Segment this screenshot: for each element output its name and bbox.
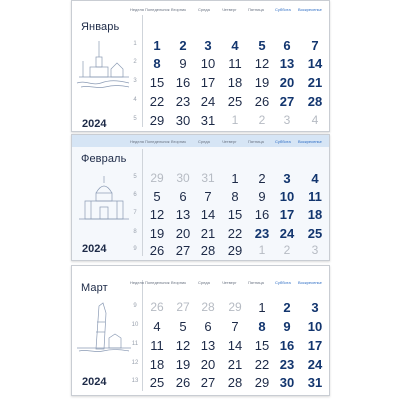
tower-sketch-illustration xyxy=(75,302,133,352)
day-cell: 26 xyxy=(254,94,270,109)
day-cell: 19 xyxy=(149,226,165,241)
day-header: Воскресенье xyxy=(298,139,322,144)
week-number-header: Неделя xyxy=(130,280,144,285)
month-sheet-february xyxy=(71,134,330,261)
day-header: Воскресенье xyxy=(298,280,322,285)
week-number: 1 xyxy=(133,41,137,47)
day-cell: 22 xyxy=(149,94,165,109)
day-cell: 12 xyxy=(175,338,191,353)
day-cell: 10 xyxy=(200,56,216,71)
day-cell: 30 xyxy=(176,171,190,185)
day-cell: 26 xyxy=(150,300,164,314)
week-number-header: Неделя xyxy=(130,7,144,12)
day-cell: 31 xyxy=(200,113,216,128)
month-side-panel xyxy=(72,1,148,131)
day-cell: 15 xyxy=(254,338,270,353)
day-cell: 5 xyxy=(179,319,187,334)
day-cell: 18 xyxy=(149,357,165,372)
day-cell: 6 xyxy=(204,319,212,334)
day-cell: 4 xyxy=(311,171,319,186)
day-cell: 10 xyxy=(307,319,323,334)
day-cell: 20 xyxy=(175,226,191,241)
day-cell: 27 xyxy=(175,243,191,258)
week-number: 4 xyxy=(133,97,137,103)
day-cell: 12 xyxy=(254,56,270,71)
day-cell: 28 xyxy=(200,243,216,258)
day-cell: 10 xyxy=(279,189,295,204)
day-cell: 2 xyxy=(283,300,291,315)
day-cell: 6 xyxy=(283,38,291,53)
week-number: 13 xyxy=(131,378,139,384)
day-header: Четверг xyxy=(222,139,237,144)
day-cell: 19 xyxy=(254,75,270,90)
day-cell: 13 xyxy=(200,338,216,353)
week-number: 9 xyxy=(133,303,137,309)
week-number: 5 xyxy=(133,174,137,180)
day-cell: 7 xyxy=(204,189,212,204)
day-cell: 9 xyxy=(283,319,291,334)
month-name: Февраль xyxy=(81,153,127,165)
day-cell: 2 xyxy=(258,171,266,186)
day-cell: 30 xyxy=(279,375,295,390)
day-cell: 27 xyxy=(176,300,190,314)
day-cell: 7 xyxy=(231,319,239,334)
day-cell: 14 xyxy=(227,338,243,353)
day-cell: 8 xyxy=(231,189,239,204)
week-number-header: Неделя xyxy=(130,139,144,144)
day-cell: 19 xyxy=(175,357,191,372)
day-cell: 27 xyxy=(200,375,216,390)
day-cell: 20 xyxy=(279,75,295,90)
day-cell: 15 xyxy=(227,207,243,222)
day-cell: 20 xyxy=(200,357,216,372)
day-header: Вторник xyxy=(171,139,186,144)
day-cell: 16 xyxy=(279,338,295,353)
month-side-panel xyxy=(72,266,148,395)
month-name: Март xyxy=(81,282,108,294)
day-cell: 5 xyxy=(153,189,161,204)
day-cell: 1 xyxy=(153,38,161,53)
day-cell: 1 xyxy=(258,243,266,257)
divider xyxy=(142,280,143,391)
day-cell: 3 xyxy=(311,243,319,257)
week-number: 12 xyxy=(131,360,139,366)
day-header: Среда xyxy=(198,280,210,285)
day-cell: 2 xyxy=(258,113,266,127)
week-number: 8 xyxy=(133,229,137,235)
day-cell: 14 xyxy=(307,56,323,71)
year-label: 2024 xyxy=(82,376,107,388)
day-cell: 22 xyxy=(254,357,270,372)
day-cell: 29 xyxy=(254,375,270,390)
day-header: Вторник xyxy=(171,280,186,285)
week-number: 5 xyxy=(133,116,137,122)
day-header: Среда xyxy=(198,7,210,12)
day-cell: 24 xyxy=(200,94,216,109)
day-cell: 7 xyxy=(311,38,319,53)
day-cell: 2 xyxy=(283,243,291,257)
month-sheet-march xyxy=(71,265,330,396)
day-cell: 11 xyxy=(228,56,242,71)
day-header: Пятница xyxy=(248,139,264,144)
day-cell: 9 xyxy=(258,189,266,204)
day-header: Суббота xyxy=(275,280,291,285)
day-cell: 23 xyxy=(175,94,191,109)
day-cell: 28 xyxy=(227,375,243,390)
day-cell: 16 xyxy=(254,207,270,222)
day-header: Пятница xyxy=(248,7,264,12)
day-header: Понедельник xyxy=(145,7,170,12)
day-cell: 1 xyxy=(258,300,266,315)
day-header: Вторник xyxy=(171,7,186,12)
day-header: Понедельник xyxy=(145,280,170,285)
day-cell: 11 xyxy=(308,189,322,204)
week-number: 7 xyxy=(133,210,137,216)
day-cell: 26 xyxy=(175,375,191,390)
day-cell: 3 xyxy=(283,171,291,186)
day-header: Воскресенье xyxy=(298,7,322,12)
day-cell: 13 xyxy=(279,56,295,71)
day-cell: 30 xyxy=(175,113,191,128)
day-header: Четверг xyxy=(222,280,237,285)
day-cell: 31 xyxy=(307,375,323,390)
day-header: Среда xyxy=(198,139,210,144)
day-cell: 17 xyxy=(279,207,295,222)
day-cell: 28 xyxy=(307,94,323,109)
day-cell: 6 xyxy=(179,189,187,204)
day-cell: 13 xyxy=(175,207,191,222)
day-cell: 4 xyxy=(311,113,319,127)
day-cell: 24 xyxy=(279,226,295,241)
day-header: Суббота xyxy=(275,139,291,144)
year-label: 2024 xyxy=(82,243,107,255)
day-cell: 21 xyxy=(200,226,216,241)
day-cell: 15 xyxy=(149,75,165,90)
day-cell: 27 xyxy=(279,94,295,109)
day-cell: 25 xyxy=(227,94,243,109)
day-cell: 29 xyxy=(227,243,243,258)
day-cell: 14 xyxy=(200,207,216,222)
day-cell: 25 xyxy=(149,375,165,390)
day-cell: 8 xyxy=(153,56,161,71)
day-cell: 28 xyxy=(201,300,215,314)
day-cell: 9 xyxy=(179,56,187,71)
day-cell: 8 xyxy=(258,319,266,334)
day-cell: 3 xyxy=(311,300,319,315)
day-cell: 12 xyxy=(149,207,165,222)
day-cell: 25 xyxy=(307,226,323,241)
day-cell: 24 xyxy=(307,357,323,372)
month-name: Январь xyxy=(81,21,120,33)
day-cell: 16 xyxy=(175,75,191,90)
month-sheet-january xyxy=(71,0,330,132)
day-cell: 17 xyxy=(307,338,323,353)
day-cell: 31 xyxy=(201,171,215,185)
day-cell: 2 xyxy=(179,38,187,53)
day-cell: 17 xyxy=(200,75,216,90)
day-cell: 29 xyxy=(150,171,164,185)
day-cell: 18 xyxy=(227,75,243,90)
week-number: 3 xyxy=(133,78,137,84)
week-number: 11 xyxy=(131,341,139,347)
day-cell: 5 xyxy=(258,38,266,53)
week-number: 6 xyxy=(133,192,137,198)
day-cell: 26 xyxy=(149,243,165,258)
day-header: Четверг xyxy=(222,7,237,12)
day-header: Понедельник xyxy=(145,139,170,144)
week-number: 10 xyxy=(131,322,139,328)
day-cell: 3 xyxy=(283,113,291,127)
cathedral-sketch-illustration xyxy=(75,175,133,225)
day-cell: 11 xyxy=(150,338,164,353)
day-cell: 22 xyxy=(227,226,243,241)
day-cell: 29 xyxy=(228,300,242,314)
day-header: Суббота xyxy=(275,7,291,12)
week-number: 9 xyxy=(133,246,137,252)
day-cell: 4 xyxy=(231,38,239,53)
day-cell: 23 xyxy=(279,357,295,372)
divider xyxy=(142,15,143,127)
day-cell: 4 xyxy=(153,319,161,334)
day-cell: 29 xyxy=(149,113,165,128)
week-number: 2 xyxy=(133,59,137,65)
city-sketch-illustration xyxy=(75,39,133,89)
day-cell: 21 xyxy=(227,357,243,372)
day-cell: 21 xyxy=(307,75,323,90)
day-header: Пятница xyxy=(248,280,264,285)
day-cell: 1 xyxy=(231,171,239,186)
day-cell: 1 xyxy=(231,113,239,127)
year-label: 2024 xyxy=(82,118,107,130)
day-cell: 18 xyxy=(307,207,323,222)
day-cell: 23 xyxy=(254,226,270,241)
day-cell: 3 xyxy=(204,38,212,53)
